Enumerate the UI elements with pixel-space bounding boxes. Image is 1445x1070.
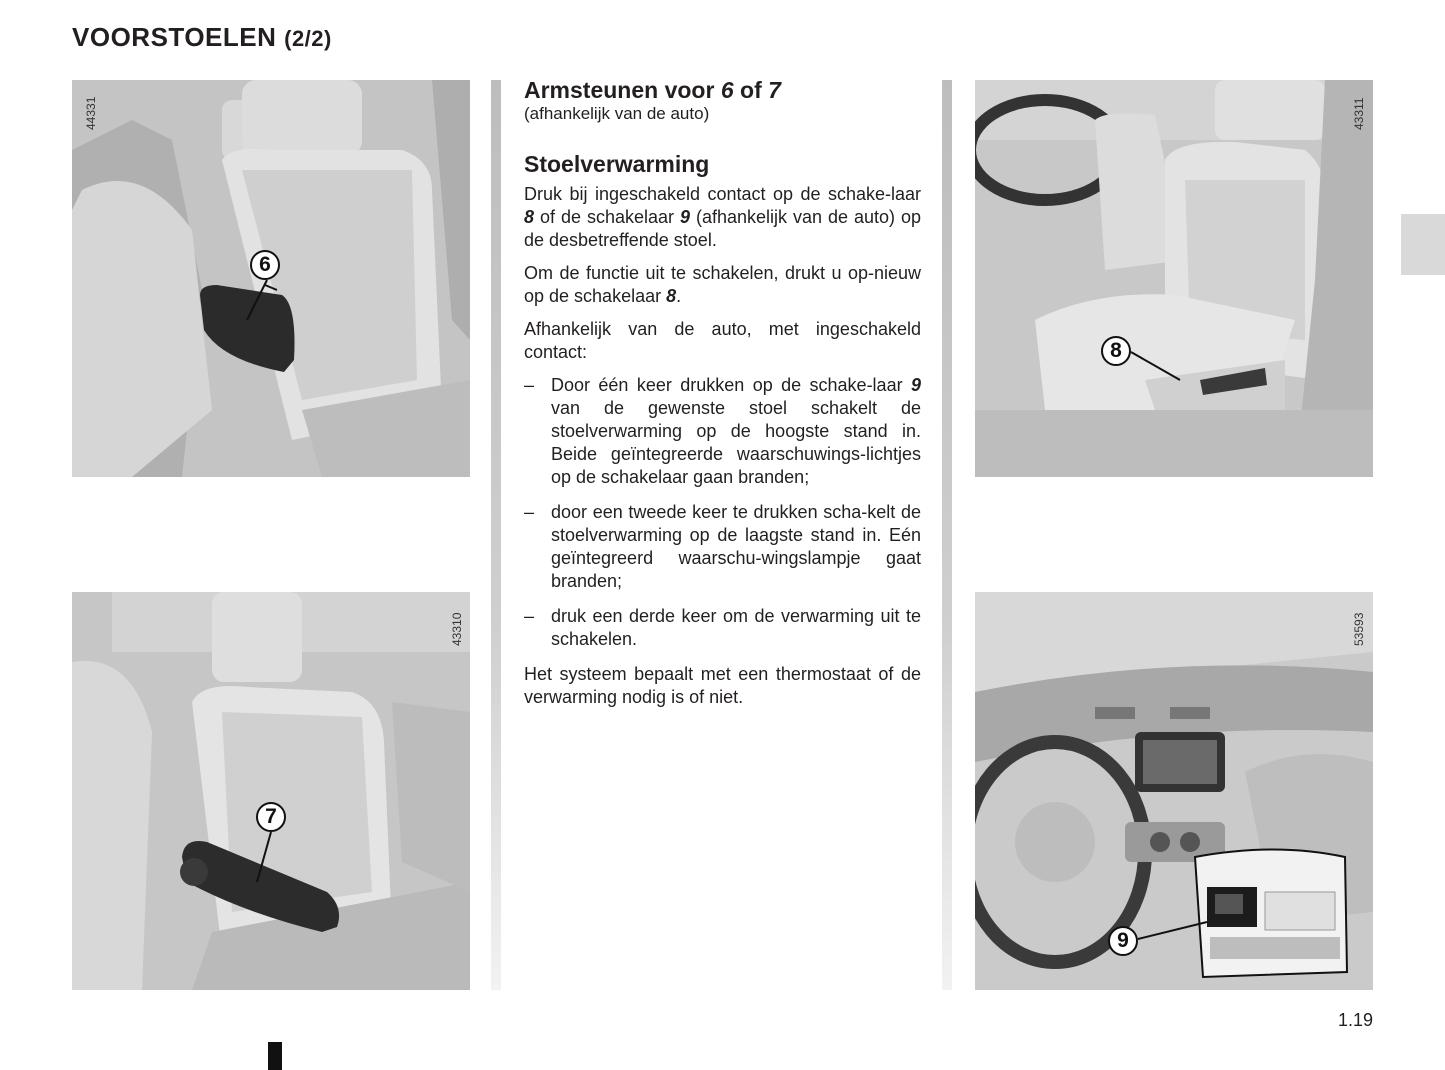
ref-9: 9 bbox=[910, 375, 921, 395]
callout-leader-6 bbox=[72, 80, 470, 477]
heating-paragraph-1 bbox=[524, 183, 921, 252]
text-run: . bbox=[676, 286, 682, 306]
armrest-heading-text: Armsteunen voor bbox=[524, 77, 715, 103]
page-title-suffix: (2/2) bbox=[284, 26, 332, 51]
heating-paragraph-3: Afhankelijk van de auto, met ingeschakeld contact: bbox=[524, 319, 921, 362]
heating-heading: Stoelverwarming bbox=[524, 151, 710, 177]
page-title-text: VOORSTOELEN bbox=[72, 22, 277, 52]
figure-ref-43311: 43311 bbox=[1352, 97, 1366, 130]
text-run: van de gewenste stoel schakelt de stoelverwarming op de hoogste stand in. Beide geïntegreerde waarschuwings-lichtjes op de schakelaar gaan branden; bbox=[551, 398, 921, 487]
heating-steps-list bbox=[524, 374, 921, 651]
figure-armrest-7 bbox=[72, 592, 470, 990]
callout-6: 6 bbox=[250, 250, 280, 280]
column-divider-left bbox=[491, 80, 501, 990]
heating-paragraph-4: Het systeem bepaalt met een thermostaat of de verwarming nodig is of niet. bbox=[524, 664, 921, 707]
callout-9: 9 bbox=[1108, 926, 1138, 956]
figure-ref-43310: 43310 bbox=[450, 612, 464, 646]
callout-leader-8 bbox=[975, 80, 1373, 477]
callout-leader-7 bbox=[72, 592, 470, 990]
ref-8: 8 bbox=[524, 207, 535, 227]
list-item bbox=[524, 374, 921, 489]
armrest-subtitle: (afhankelijk van de auto) bbox=[524, 104, 710, 123]
figure-ref-53593: 53593 bbox=[1352, 612, 1366, 646]
print-registration-mark bbox=[268, 1042, 282, 1070]
figure-switch-9 bbox=[975, 592, 1373, 990]
column-divider-right bbox=[942, 80, 952, 990]
text-run: (afhankelijk van de auto) op de desbetreffende stoel. bbox=[524, 207, 921, 250]
ref-9: 9 bbox=[679, 207, 690, 227]
figure-ref-44331: 44331 bbox=[84, 96, 98, 130]
callout-8: 8 bbox=[1101, 336, 1131, 366]
page-number: 1.19 bbox=[1337, 1010, 1373, 1030]
armrest-heading-ref-6: 6 bbox=[720, 77, 734, 103]
text-run: Door één keer drukken op de schake-laar bbox=[551, 375, 911, 395]
callout-leader-9 bbox=[975, 592, 1373, 990]
page-title bbox=[72, 22, 332, 53]
heating-paragraph-2 bbox=[524, 262, 921, 308]
text-run: of de schakelaar bbox=[534, 207, 680, 227]
list-item: – door een tweede keer te drukken scha-kelt de stoelverwarming op de laagste stand in. Eén geïntegreerd waarschu-wingslampje gaat branden; bbox=[524, 501, 921, 593]
text-column bbox=[524, 76, 921, 709]
chapter-thumb-tab bbox=[1401, 214, 1445, 275]
ref-8: 8 bbox=[666, 286, 677, 306]
callout-7: 7 bbox=[256, 802, 286, 832]
armrest-heading-of: of bbox=[740, 77, 762, 103]
armrest-heading-ref-7: 7 bbox=[768, 77, 781, 103]
figure-switch-8 bbox=[975, 80, 1373, 477]
figure-armrest-6 bbox=[72, 80, 470, 477]
list-item: – druk een derde keer om de verwarming uit te schakelen. bbox=[524, 605, 921, 651]
text-run: Druk bij ingeschakeld contact op de schake-laar bbox=[524, 184, 921, 204]
text-run: Om de functie uit te schakelen, drukt u op-nieuw op de schakelaar bbox=[524, 263, 921, 306]
armrest-heading bbox=[524, 76, 921, 104]
